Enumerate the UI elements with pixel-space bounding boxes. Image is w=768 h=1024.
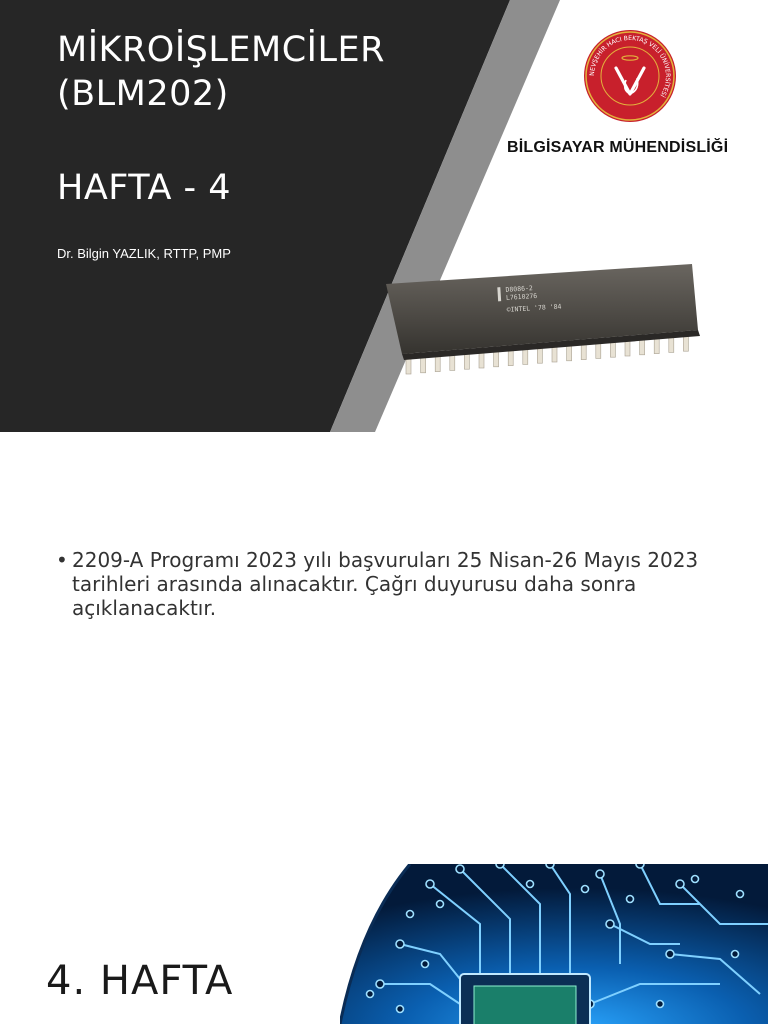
- circuit-pad: [676, 880, 684, 888]
- circuit-pad: [692, 876, 699, 883]
- chip-mark-3: ©INTEL '78 '84: [506, 302, 562, 314]
- week-heading: 4. HAFTA: [46, 958, 234, 1004]
- author-line: Dr. Bilgin YAZLIK, RTTP, PMP: [57, 246, 231, 261]
- chip-mark-2: L7610276: [505, 291, 538, 302]
- circuit-pad: [407, 911, 414, 918]
- circuit-pad: [396, 940, 404, 948]
- page-title: [57, 28, 385, 116]
- circuit-pad: [732, 951, 739, 958]
- week-subtitle: HAFTA - 4: [57, 168, 232, 208]
- title-line-2: (BLM202): [57, 74, 229, 114]
- bullet-text: 2209-A Programı 2023 yılı başvuruları 25 Nisan-26 Mayıs 2023 tarihleri arasında alınacaktır. Çağrı duyurusu daha sonra açıklanacaktır.: [72, 548, 699, 620]
- bullet-dot-icon: •: [56, 548, 68, 572]
- bullet-list: [56, 548, 726, 620]
- university-logo: [582, 28, 678, 124]
- title-slide: [0, 0, 768, 432]
- chip-mark-1: D8086-2: [505, 284, 534, 294]
- circuit-pad: [546, 864, 554, 868]
- cpu-die: [474, 986, 576, 1024]
- circuit-pad: [456, 865, 464, 873]
- department-name: BİLGİSAYAR MÜHENDİSLİĞİ: [507, 139, 729, 156]
- circuit-pad: [627, 896, 634, 903]
- circuit-pad: [596, 870, 604, 878]
- announcement-slide: [0, 432, 768, 864]
- circuit-pad: [737, 891, 744, 898]
- circuit-pad: [367, 991, 374, 998]
- circuit-pad: [666, 950, 674, 958]
- circuit-pad: [376, 980, 384, 988]
- circuit-pad: [582, 886, 589, 893]
- circuit-board-image: [340, 864, 768, 1024]
- logo-outer-circle: [584, 30, 676, 122]
- circuit-pad: [636, 864, 644, 868]
- circuit-pad: [422, 961, 429, 968]
- circuit-pad: [496, 864, 504, 868]
- week-slide: [0, 864, 768, 1024]
- circuit-pad: [657, 1001, 664, 1008]
- circuit-pad: [437, 901, 444, 908]
- circuit-pad: [606, 920, 614, 928]
- intel-8086-chip-image: [380, 258, 710, 388]
- logo-ring-textpath: NEVŞEHİR HACI BEKTAŞ VELİ ÜNİVERSİTESİ: [588, 34, 672, 99]
- circuit-pad: [527, 881, 534, 888]
- bullet-item: [56, 548, 726, 620]
- title-line-1: MİKROİŞLEMCİLER: [57, 30, 385, 70]
- circuit-pad: [426, 880, 434, 888]
- circuit-pad: [397, 1006, 404, 1013]
